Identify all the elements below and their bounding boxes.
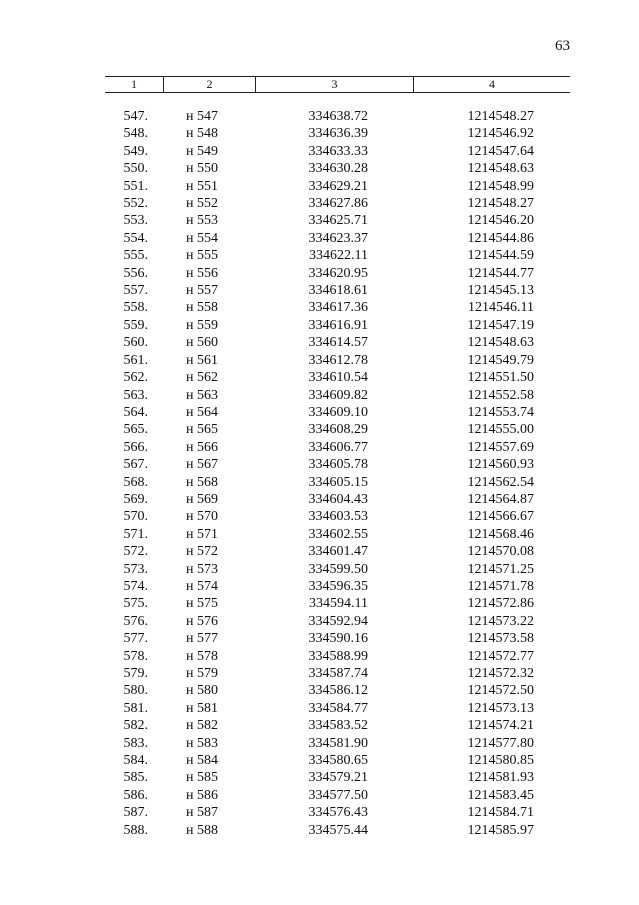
coordinate-y: 1214572.86 — [467, 596, 534, 612]
coordinate-x: 334617.36 — [308, 300, 368, 316]
coordinate-x: 334612.78 — [308, 352, 368, 368]
table-row — [0, 352, 639, 369]
row-number: 554. — [123, 230, 148, 246]
row-number: 583. — [123, 735, 148, 751]
coordinate-x: 334622.11 — [309, 248, 368, 264]
row-number: 549. — [123, 143, 148, 159]
coordinate-y: 1214548.27 — [467, 196, 534, 212]
row-number: 555. — [123, 248, 148, 264]
table-row — [0, 387, 639, 404]
coordinate-y: 1214548.99 — [467, 178, 534, 194]
table-row — [0, 682, 639, 699]
table-row — [0, 421, 639, 438]
table-row — [0, 526, 639, 543]
coordinate-x: 334630.28 — [308, 161, 368, 177]
row-number: 573. — [123, 561, 148, 577]
point-label: н 552 — [186, 196, 218, 212]
coordinate-x: 334633.33 — [308, 143, 368, 159]
table-row — [0, 282, 639, 299]
table-row — [0, 665, 639, 682]
row-number: 582. — [123, 718, 148, 734]
coordinate-y: 1214584.71 — [467, 805, 534, 821]
coordinate-x: 334601.47 — [308, 544, 368, 560]
point-label: н 574 — [186, 578, 218, 594]
coordinate-y: 1214547.19 — [467, 317, 534, 333]
coordinate-y: 1214572.32 — [467, 666, 534, 681]
row-number: 547. — [123, 109, 148, 124]
coordinate-x: 334616.91 — [308, 317, 368, 333]
table-row — [0, 769, 639, 786]
table-row — [0, 299, 639, 316]
row-number: 581. — [123, 700, 148, 716]
table-row — [0, 212, 639, 229]
row-number: 580. — [123, 683, 148, 699]
table-row — [0, 543, 639, 560]
coordinate-x: 334579.21 — [308, 770, 368, 786]
coordinate-x: 334576.43 — [308, 805, 368, 821]
point-label: н 562 — [186, 370, 218, 386]
coordinate-y: 1214571.25 — [467, 561, 534, 577]
point-label: н 577 — [186, 631, 218, 647]
row-number: 565. — [123, 422, 148, 438]
coordinate-x: 334605.78 — [308, 457, 368, 473]
coordinate-y: 1214585.97 — [467, 822, 534, 838]
table-row — [0, 143, 639, 160]
table-row — [0, 578, 639, 595]
coordinate-x: 334575.44 — [308, 822, 368, 838]
coordinate-x: 334604.43 — [308, 491, 368, 507]
coordinate-y: 1214564.87 — [467, 491, 534, 507]
point-label: н 573 — [186, 561, 218, 577]
table-row — [0, 439, 639, 456]
table-row — [0, 752, 639, 769]
point-label: н 561 — [186, 352, 218, 368]
coordinate-y: 1214557.69 — [467, 439, 534, 455]
point-label: н 547 — [186, 109, 218, 124]
coordinate-x: 334594.11 — [309, 596, 368, 612]
coordinate-y: 1214549.79 — [467, 352, 534, 368]
point-label: н 587 — [186, 805, 218, 821]
point-label: н 582 — [186, 718, 218, 734]
coordinate-y: 1214583.45 — [467, 787, 534, 803]
coordinate-x: 334609.10 — [308, 404, 368, 420]
point-label: н 563 — [186, 387, 218, 403]
coordinate-table-body — [0, 108, 639, 839]
column-header-1: 1 — [131, 77, 137, 91]
row-number: 570. — [123, 509, 148, 525]
coordinate-y: 1214546.92 — [467, 126, 534, 142]
row-number: 567. — [123, 457, 148, 473]
table-row — [0, 648, 639, 665]
table-row — [0, 491, 639, 508]
point-label: н 553 — [186, 213, 218, 229]
column-header-4: 4 — [413, 77, 570, 92]
row-number: 571. — [123, 526, 148, 542]
coordinate-y: 1214555.00 — [467, 422, 534, 438]
table-row — [0, 108, 639, 125]
coordinate-x: 334588.99 — [308, 648, 368, 664]
coordinate-x: 334623.37 — [308, 230, 368, 246]
table-row — [0, 230, 639, 247]
coordinate-y: 1214544.77 — [467, 265, 534, 281]
table-row — [0, 369, 639, 386]
coordinate-y: 1214573.22 — [467, 613, 534, 629]
point-label: н 564 — [186, 404, 218, 420]
row-number: 584. — [123, 753, 148, 769]
coordinate-y: 1214548.27 — [467, 109, 534, 124]
point-label: н 579 — [186, 666, 218, 681]
row-number: 558. — [123, 300, 148, 316]
table-row — [0, 804, 639, 821]
coordinate-y: 1214552.58 — [467, 387, 534, 403]
coordinate-x: 334606.77 — [308, 439, 368, 455]
point-label: н 581 — [186, 700, 218, 716]
table-row — [0, 822, 639, 839]
coordinate-y: 1214544.59 — [467, 248, 534, 264]
row-number: 551. — [123, 178, 148, 194]
point-label: н 583 — [186, 735, 218, 751]
coordinate-y: 1214570.08 — [467, 544, 534, 560]
point-label: н 554 — [186, 230, 218, 246]
row-number: 578. — [123, 648, 148, 664]
table-row — [0, 125, 639, 142]
point-label: н 580 — [186, 683, 218, 699]
coordinate-y: 1214553.74 — [467, 404, 534, 420]
coordinate-y: 1214548.63 — [467, 335, 534, 351]
coordinate-x: 334590.16 — [308, 631, 368, 647]
coordinate-x: 334610.54 — [308, 370, 368, 386]
coordinate-x: 334602.55 — [308, 526, 368, 542]
row-number: 566. — [123, 439, 148, 455]
row-number: 575. — [123, 596, 148, 612]
coordinate-x: 334625.71 — [308, 213, 368, 229]
point-label: н 555 — [186, 248, 218, 264]
row-number: 569. — [123, 491, 148, 507]
table-header-row — [105, 76, 570, 93]
point-label: н 548 — [186, 126, 218, 142]
row-number: 556. — [123, 265, 148, 281]
coordinate-y: 1214573.13 — [467, 700, 534, 716]
point-label: н 551 — [186, 178, 218, 194]
point-label: н 560 — [186, 335, 218, 351]
table-row — [0, 317, 639, 334]
row-number: 559. — [123, 317, 148, 333]
table-row — [0, 178, 639, 195]
coordinate-y: 1214577.80 — [467, 735, 534, 751]
row-number: 576. — [123, 613, 148, 629]
coordinate-x: 334587.74 — [308, 666, 368, 681]
point-label: н 586 — [186, 787, 218, 803]
point-label: н 557 — [186, 283, 218, 299]
coordinate-y: 1214544.86 — [467, 230, 534, 246]
row-number: 550. — [123, 161, 148, 177]
row-number: 585. — [123, 770, 148, 786]
table-row — [0, 265, 639, 282]
point-label: н 584 — [186, 753, 218, 769]
coordinate-x: 334627.86 — [308, 196, 368, 212]
row-number: 562. — [123, 370, 148, 386]
point-label: н 588 — [186, 822, 218, 838]
point-label: н 567 — [186, 457, 218, 473]
row-number: 587. — [123, 805, 148, 821]
coordinate-y: 1214580.85 — [467, 753, 534, 769]
coordinate-y: 1214551.50 — [467, 370, 534, 386]
row-number: 574. — [123, 578, 148, 594]
coordinate-x: 334586.12 — [308, 683, 368, 699]
coordinate-x: 334636.39 — [308, 126, 368, 142]
point-label: н 558 — [186, 300, 218, 316]
coordinate-x: 334580.65 — [308, 753, 368, 769]
point-label: н 550 — [186, 161, 218, 177]
table-row — [0, 717, 639, 734]
coordinate-y: 1214546.20 — [467, 213, 534, 229]
coordinate-y: 1214571.78 — [467, 578, 534, 594]
row-number: 568. — [123, 474, 148, 490]
row-number: 563. — [123, 387, 148, 403]
coordinate-y: 1214546.11 — [468, 300, 534, 316]
point-label: н 565 — [186, 422, 218, 438]
table-row — [0, 195, 639, 212]
coordinate-y: 1214545.13 — [467, 283, 534, 299]
row-number: 557. — [123, 283, 148, 299]
coordinate-y: 1214560.93 — [467, 457, 534, 473]
coordinate-y: 1214562.54 — [467, 474, 534, 490]
table-row — [0, 247, 639, 264]
coordinate-x: 334599.50 — [308, 561, 368, 577]
row-number: 586. — [123, 787, 148, 803]
table-row — [0, 613, 639, 630]
point-label: н 569 — [186, 491, 218, 507]
table-row — [0, 630, 639, 647]
point-label: н 585 — [186, 770, 218, 786]
coordinate-x: 334583.52 — [308, 718, 368, 734]
coordinate-y: 1214548.63 — [467, 161, 534, 177]
row-number: 560. — [123, 335, 148, 351]
table-row — [0, 595, 639, 612]
table-row — [0, 404, 639, 421]
coordinate-y: 1214573.58 — [467, 631, 534, 647]
table-row — [0, 561, 639, 578]
coordinate-x: 334577.50 — [308, 787, 368, 803]
point-label: н 559 — [186, 317, 218, 333]
coordinate-x: 334605.15 — [308, 474, 368, 490]
table-row — [0, 700, 639, 717]
row-number: 548. — [123, 126, 148, 142]
point-label: н 570 — [186, 509, 218, 525]
coordinate-y: 1214572.50 — [467, 683, 534, 699]
point-label: н 556 — [186, 265, 218, 281]
column-header-3: 3 — [255, 77, 413, 92]
point-label: н 575 — [186, 596, 218, 612]
page-number: 63 — [555, 38, 570, 54]
coordinate-x: 334638.72 — [308, 109, 368, 124]
point-label: н 566 — [186, 439, 218, 455]
table-row — [0, 160, 639, 177]
coordinate-x: 334592.94 — [308, 613, 368, 629]
table-row — [0, 508, 639, 525]
coordinate-x: 334620.95 — [308, 265, 368, 281]
coordinate-y: 1214568.46 — [467, 526, 534, 542]
row-number: 588. — [123, 822, 148, 838]
table-row — [0, 456, 639, 473]
point-label: н 572 — [186, 544, 218, 560]
row-number: 552. — [123, 196, 148, 212]
row-number: 572. — [123, 544, 148, 560]
coordinate-x: 334596.35 — [308, 578, 368, 594]
row-number: 579. — [123, 666, 148, 681]
coordinate-x: 334608.29 — [308, 422, 368, 438]
coordinate-y: 1214581.93 — [467, 770, 534, 786]
row-number: 561. — [123, 352, 148, 368]
column-header-2: 2 — [163, 77, 255, 92]
table-row — [0, 334, 639, 351]
point-label: н 549 — [186, 143, 218, 159]
point-label: н 578 — [186, 648, 218, 664]
coordinate-x: 334614.57 — [308, 335, 368, 351]
coordinate-y: 1214572.77 — [467, 648, 534, 664]
coordinate-x: 334603.53 — [308, 509, 368, 525]
coordinate-x: 334629.21 — [308, 178, 368, 194]
table-row — [0, 735, 639, 752]
coordinate-x: 334609.82 — [308, 387, 368, 403]
point-label: н 576 — [186, 613, 218, 629]
coordinate-x: 334584.77 — [308, 700, 368, 716]
coordinate-y: 1214574.21 — [467, 718, 534, 734]
point-label: н 568 — [186, 474, 218, 490]
coordinate-x: 334581.90 — [308, 735, 368, 751]
row-number: 553. — [123, 213, 148, 229]
point-label: н 571 — [186, 526, 218, 542]
coordinate-y: 1214566.67 — [467, 509, 534, 525]
coordinate-x: 334618.61 — [308, 283, 368, 299]
row-number: 577. — [123, 631, 148, 647]
table-row — [0, 787, 639, 804]
table-row — [0, 474, 639, 491]
row-number: 564. — [123, 404, 148, 420]
coordinate-y: 1214547.64 — [467, 143, 534, 159]
